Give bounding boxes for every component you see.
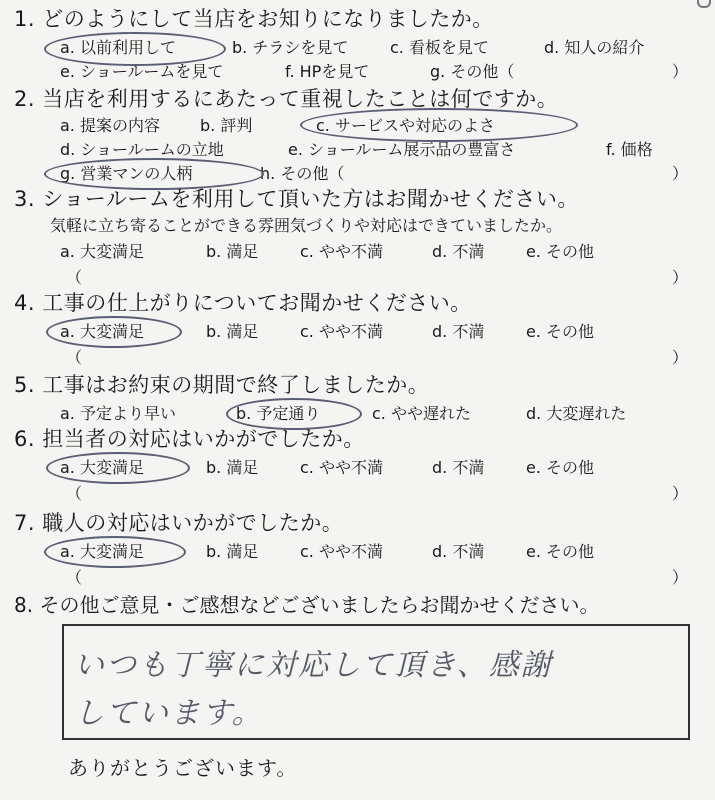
q6-option-c[interactable]: c. やや不満 xyxy=(300,458,383,477)
question-3-title: 3. ショールームを利用して頂いた方はお聞かせください。 xyxy=(14,187,579,211)
q2-option-h[interactable]: h. その他（ xyxy=(260,164,345,183)
q2-option-g[interactable]: g. 営業マンの人柄 xyxy=(60,164,193,183)
q1-option-c[interactable]: c. 看板を見て xyxy=(390,38,489,57)
q6-option-d[interactable]: d. 不満 xyxy=(432,458,485,477)
q2-option-d[interactable]: d. ショールームの立地 xyxy=(60,140,224,159)
q1-option-e[interactable]: e. ショールームを見て xyxy=(60,62,224,81)
q4-option-a[interactable]: a. 大変満足 xyxy=(60,322,144,341)
q2-option-a[interactable]: a. 提案の内容 xyxy=(60,116,160,135)
q7-option-c[interactable]: c. やや不満 xyxy=(300,542,383,561)
edge-mark xyxy=(697,0,711,8)
question-7-title: 7. 職人の対応はいかがでしたか。 xyxy=(14,511,344,535)
q2-paren-close: ） xyxy=(672,164,689,183)
q4-option-e[interactable]: e. その他 xyxy=(526,322,595,341)
comment-box[interactable] xyxy=(62,624,690,740)
q1-option-g[interactable]: g. その他（ xyxy=(430,62,515,81)
q3-option-b[interactable]: b. 満足 xyxy=(206,242,259,261)
q7-option-b[interactable]: b. 満足 xyxy=(206,542,259,561)
q6-paren-close: ） xyxy=(672,484,689,503)
q2-option-f[interactable]: f. 価格 xyxy=(606,140,653,159)
q1-option-f[interactable]: f. HPを見て xyxy=(285,62,370,81)
q1-option-a[interactable]: a. 以前利用して xyxy=(60,38,176,57)
q4-paren-open: （ xyxy=(66,348,83,367)
question-3-subtitle: 気軽に立ち寄ることができる雰囲気づくりや対応はできていましたか。 xyxy=(50,216,563,235)
question-4-title: 4. 工事の仕上がりについてお聞かせください。 xyxy=(14,291,472,315)
question-5-title: 5. 工事はお約束の期間で終了しましたか。 xyxy=(14,373,430,397)
q3-option-c[interactable]: c. やや不満 xyxy=(300,242,383,261)
q1-option-b[interactable]: b. チラシを見て xyxy=(232,38,349,57)
comment-line-1: いつも丁寧に対応して頂き、感謝 xyxy=(74,648,553,683)
q3-option-d[interactable]: d. 不満 xyxy=(432,242,485,261)
question-2-title: 2. 当店を利用するにあたって重視したことは何ですか。 xyxy=(14,87,559,111)
q4-option-d[interactable]: d. 不満 xyxy=(432,322,485,341)
q2-option-c[interactable]: c. サービスや対応のよさ xyxy=(316,116,495,135)
q7-option-a[interactable]: a. 大変満足 xyxy=(60,542,144,561)
q1-option-d[interactable]: d. 知人の紹介 xyxy=(544,38,645,57)
q6-option-b[interactable]: b. 満足 xyxy=(206,458,259,477)
q4-option-b[interactable]: b. 満足 xyxy=(206,322,259,341)
q5-option-a[interactable]: a. 予定より早い xyxy=(60,404,176,423)
q5-option-d[interactable]: d. 大変遅れた xyxy=(526,404,627,423)
q3-option-a[interactable]: a. 大変満足 xyxy=(60,242,144,261)
q1-paren-close: ） xyxy=(672,62,689,81)
q6-option-a[interactable]: a. 大変満足 xyxy=(60,458,144,477)
question-6-title: 6. 担当者の対応はいかがでしたか。 xyxy=(14,427,365,451)
q7-option-d[interactable]: d. 不満 xyxy=(432,542,485,561)
q5-option-b[interactable]: b. 予定通り xyxy=(236,404,321,423)
q3-paren-open: （ xyxy=(66,268,83,287)
question-8-title: 8. その他ご意見・ご感想などございましたらお聞かせください。 xyxy=(14,593,600,617)
q4-option-c[interactable]: c. やや不満 xyxy=(300,322,383,341)
q7-paren-open: （ xyxy=(66,568,83,587)
q2-option-e[interactable]: e. ショールーム展示品の豊富さ xyxy=(288,140,516,159)
q2-option-b[interactable]: b. 評判 xyxy=(200,116,253,135)
q4-paren-close: ） xyxy=(672,348,689,367)
q3-option-e[interactable]: e. その他 xyxy=(526,242,595,261)
closing-thanks: ありがとうございます。 xyxy=(68,756,298,780)
q6-option-e[interactable]: e. その他 xyxy=(526,458,595,477)
q3-paren-close: ） xyxy=(672,268,689,287)
q7-option-e[interactable]: e. その他 xyxy=(526,542,595,561)
question-1-title: 1. どのようにして当店をお知りになりましたか。 xyxy=(14,7,494,31)
q7-paren-close: ） xyxy=(672,568,689,587)
q5-option-c[interactable]: c. やや遅れた xyxy=(372,404,471,423)
comment-line-2: しています。 xyxy=(74,696,264,731)
q6-paren-open: （ xyxy=(66,484,83,503)
